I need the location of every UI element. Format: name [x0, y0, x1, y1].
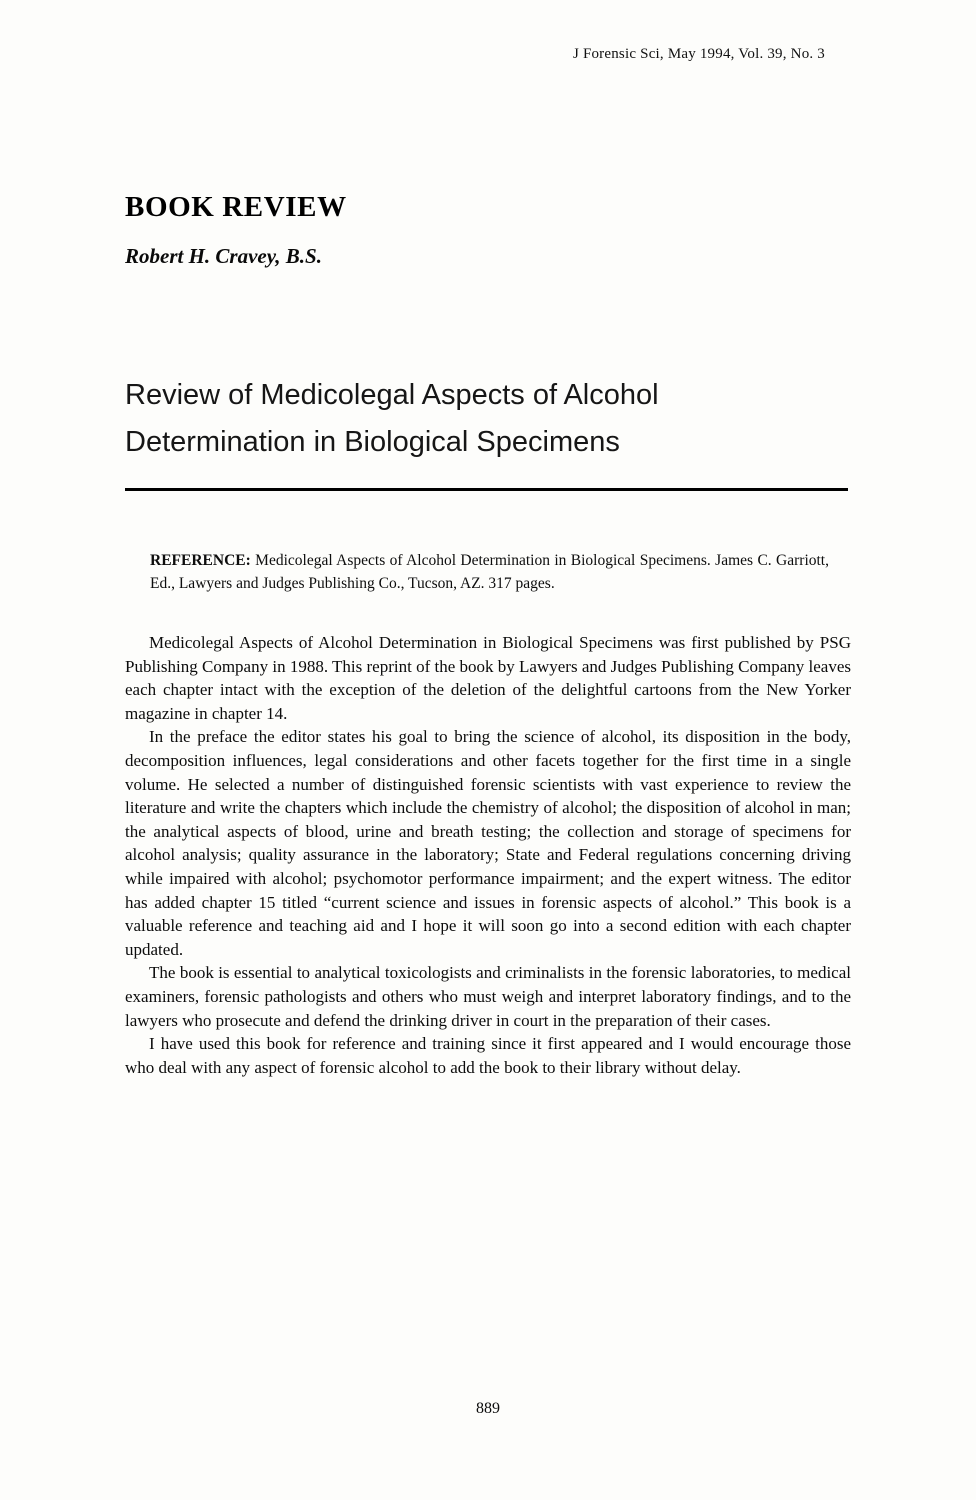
review-body	[125, 631, 851, 1079]
body-paragraph: Medicolegal Aspects of Alcohol Determination in Biological Specimens was first published by PSG Publishing Company in 1988. This reprint of the book by Lawyers and Judges Publishing Company leaves each chapter intact with the exception of the deletion of the delightful cartoons from the New Yorker magazine in chapter 14.	[125, 633, 851, 723]
author-name: Robert H. Cravey, B.S.	[125, 244, 322, 268]
page-number: 889	[476, 1400, 500, 1417]
page-title: BOOK REVIEW	[125, 191, 347, 224]
divider	[125, 488, 848, 491]
reference-text: Medicolegal Aspects of Alcohol Determination in Biological Specimens. James C. Garriott, Ed., Lawyers and Judges Publishing Co., Tucson, AZ. 317 pages.	[150, 552, 829, 592]
body-paragraph: I have used this book for reference and training since it first appeared and I would encourage those who deal with any aspect of forensic alcohol to add the book to their library without delay.	[125, 1034, 851, 1077]
body-paragraph: The book is essential to analytical toxicologists and criminalists in the forensic laboratories, to medical examiners, forensic pathologists and others who must weigh and interpret laboratory findings, and to the lawyers who prosecute and defend the drinking driver in court in the preparation of their cases.	[125, 963, 851, 1030]
review-title: Review of Medicolegal Aspects of Alcohol Determination in Biological Specimens	[125, 379, 659, 459]
reference-block	[150, 550, 829, 595]
reference-label: REFERENCE:	[150, 552, 251, 569]
body-paragraph: In the preface the editor states his goal to bring the science of alcohol, its disposition in the body, decomposition influences, legal considerations and other facets together for the first time in a single volume. He selected a number of distinguished forensic scientists with vast experience to review the literature and write the chapters which include the chemistry of alcohol; the disposition of alcohol in man; the analytical aspects of blood, urine and breath testing; the collection and storage of specimens for alcohol analysis; quality assurance in the laboratory; State and Federal regulations concerning driving while impaired with alcohol; psychomotor performance impairment; and the expert witness. The editor has added chapter 15 titled “current science and issues in forensic aspects of alcohol.” This book is a valuable reference and teaching aid and I hope it will soon go into a second edition with each chapter updated.	[125, 727, 851, 959]
journal-header: J Forensic Sci, May 1994, Vol. 39, No. 3	[572, 46, 825, 62]
